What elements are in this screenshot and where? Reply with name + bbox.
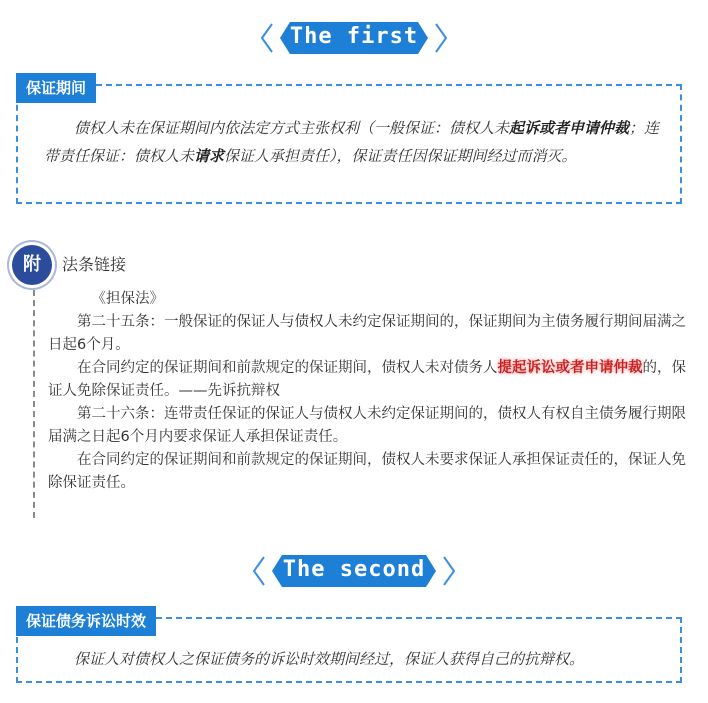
law-highlight: 提起诉讼或者申请仲裁 <box>497 360 643 376</box>
section-tag: 保证债务诉讼时效 <box>16 606 156 636</box>
law-article-26: 第二十六条：连带责任保证的保证人与债权人未约定保证期间的，债权人有权自主债务履行期限届满之日起6个月内要求保证人承担保证责任。 <box>48 406 686 445</box>
limitation-text: 保证人对债权人之保证债务的诉讼时效期间经过，保证人获得自己的抗辩权。 <box>74 650 585 668</box>
section-banner-second <box>0 551 708 591</box>
banner-title: The second <box>282 557 426 582</box>
law-article-26-para2: 在合同约定的保证期间和前款规定的保证期间，债权人未要求保证人承担保证责任的，保证人免除保证责任。 <box>48 452 686 491</box>
definition-box <box>16 84 682 204</box>
law-badge <box>12 245 52 285</box>
banner-title: The first <box>289 24 419 49</box>
law-body <box>48 288 688 495</box>
law-title: 法条链接 <box>62 255 127 274</box>
law-badge-char: 附 <box>23 254 41 275</box>
section-tag: 保证期间 <box>16 73 96 103</box>
law-article-25: 第二十五条：一般保证的保证人与债权人未约定保证期间的，保证期间为主债务履行期间届满之日起6个月。 <box>48 314 686 353</box>
section-banner-first <box>0 18 708 58</box>
definition-text: 债权人未在保证期间内依法定方式主张权利（一般保证：债权人未起诉或者申请仲裁；连带责任保证：债权人未请求保证人承担责任），保证责任因保证期间经过而消灭。 <box>44 119 660 165</box>
law-book: 《担保法》 <box>91 291 164 307</box>
law-article-25-para2: 在合同约定的保证期间和前款规定的保证期间，债权人未对债务人提起诉讼或者申请仲裁的，保证人免除保证责任。——先诉抗辩权 <box>48 360 686 399</box>
law-divider <box>33 290 35 518</box>
